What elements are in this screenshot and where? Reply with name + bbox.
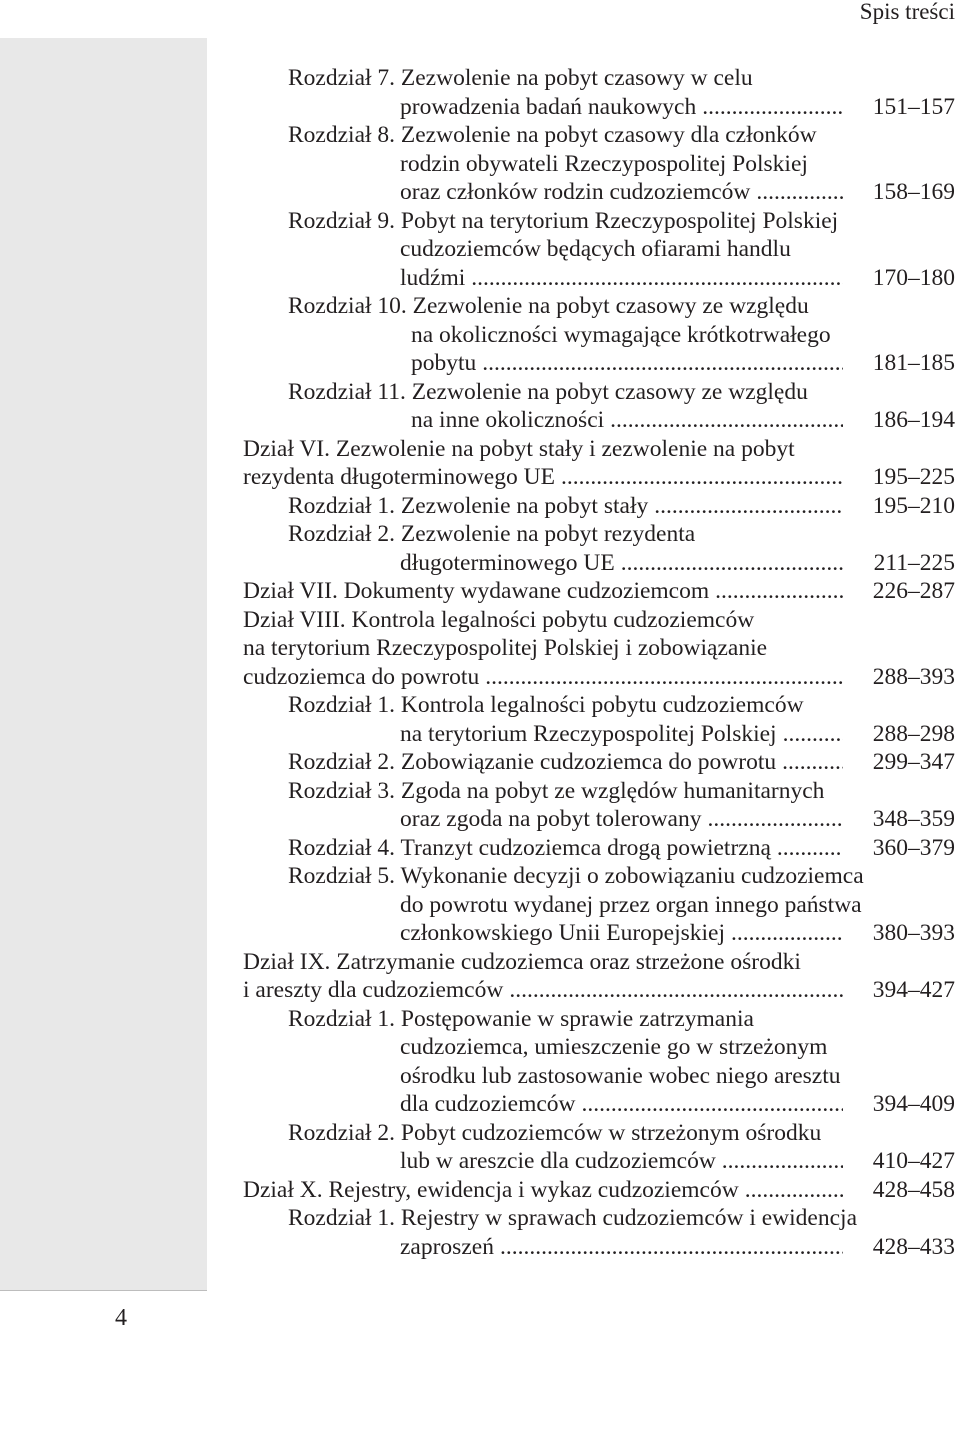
toc-entry-text: Rozdział 11. Zezwolenie na pobyt czasowy ze względu — [288, 378, 808, 405]
dot-leader — [465, 264, 842, 293]
toc-entry-text: Rozdział 9. Pobyt na terytorium Rzeczypospolitej Polskiej — [288, 207, 839, 234]
toc-entry-text: dla cudzoziemców — [400, 1091, 576, 1117]
toc-entry-text: Rozdział 2. Pobyt cudzoziemców w strzeżonym ośrodku — [288, 1119, 822, 1146]
toc-line — [0, 606, 955, 635]
toc-line — [0, 1204, 955, 1233]
toc-line — [0, 748, 955, 777]
toc-line — [0, 1033, 955, 1062]
dot-leader — [576, 1090, 843, 1119]
toc-page-range: 195–210 — [872, 492, 955, 519]
toc-line — [0, 1005, 955, 1034]
toc-entry-text: Rozdział 5. Wykonanie decyzji o zobowiązaniu cudzoziemca — [288, 863, 864, 889]
toc-entry-text: do powrotu wydanej przez organ innego państwa — [400, 891, 862, 918]
toc-entry-text: Dział X. Rejestry, ewidencja i wykaz cudzoziemców — [243, 1176, 739, 1203]
toc-page-range: 211–225 — [873, 549, 955, 576]
toc-line — [0, 976, 955, 1005]
toc-line — [0, 349, 955, 378]
toc-entry-text: oraz członków rodzin cudzoziemców — [400, 179, 751, 205]
toc-line — [0, 235, 955, 264]
toc-page-range: 288–298 — [872, 720, 955, 747]
toc-page-range: 151–157 — [872, 93, 955, 120]
toc-entry-text: cudzoziemców będących ofiarami handlu — [400, 236, 791, 262]
dot-leader — [615, 549, 844, 578]
dot-leader — [716, 1147, 843, 1176]
toc-line — [0, 577, 955, 606]
toc-page-range: 394–427 — [872, 977, 955, 1003]
toc-entry-text: na terytorium Rzeczypospolitej Polskiej i zobowiązanie — [243, 635, 768, 661]
toc-entry-text: prowadzenia badań naukowych — [400, 93, 697, 120]
dot-leader — [494, 1233, 843, 1262]
toc-entry-text: zaproszeń — [400, 1233, 494, 1260]
toc-page-range: 348–359 — [872, 806, 955, 832]
toc-page-range: 299–347 — [872, 749, 955, 775]
toc-entry-text: Rozdział 3. Zgoda na pobyt ze względów humanitarnych — [288, 777, 825, 804]
toc-entry-text: długoterminowego UE — [400, 549, 615, 576]
toc-entry-text: rodzin obywateli Rzeczypospolitej Polskiej — [400, 150, 808, 177]
dot-leader — [709, 577, 843, 606]
toc-line — [0, 549, 955, 578]
toc-page-range: 394–409 — [872, 1091, 955, 1117]
toc-line — [0, 663, 955, 692]
toc-line — [0, 264, 955, 293]
dot-leader — [696, 93, 843, 122]
toc-line — [0, 406, 955, 435]
toc-entry-text: Rozdział 1. Kontrola legalności pobytu cudzoziemców — [288, 692, 804, 718]
toc-line — [0, 1147, 955, 1176]
toc-page-range: 158–169 — [872, 179, 955, 205]
dot-leader — [725, 919, 843, 948]
toc-page-range: 181–185 — [872, 350, 955, 376]
toc-entry-text: Dział VI. Zezwolenie na pobyt stały i zezwolenie na pobyt — [243, 435, 795, 462]
toc-line — [0, 1176, 955, 1205]
toc-line — [0, 520, 955, 549]
toc-entry-text: pobytu — [411, 350, 477, 376]
toc-entry-text: oraz zgoda na pobyt tolerowany — [400, 806, 702, 832]
toc-line — [0, 777, 955, 806]
toc-line — [0, 64, 955, 93]
dot-leader — [479, 663, 843, 692]
toc-entry-text: i areszty dla cudzoziemców — [243, 977, 504, 1003]
toc-line — [0, 691, 955, 720]
toc-page-range: 410–427 — [872, 1148, 955, 1174]
margin-rule — [0, 1290, 207, 1291]
toc-entry-text: na okoliczności wymagające krótkotrwałego — [411, 321, 831, 348]
toc-line — [0, 919, 955, 948]
dot-leader — [604, 406, 843, 435]
toc-entry-text: Rozdział 10. Zezwolenie na pobyt czasowy ze względu — [288, 293, 809, 319]
toc-line — [0, 121, 955, 150]
toc-entry-text: Rozdział 1. Postępowanie w sprawie zatrzymania — [288, 1005, 754, 1032]
toc-line — [0, 948, 955, 977]
toc-entry-text: Rozdział 8. Zezwolenie na pobyt czasowy dla członków — [288, 122, 817, 148]
toc-line — [0, 492, 955, 521]
toc-page-range: 226–287 — [872, 578, 955, 604]
toc-line — [0, 292, 955, 321]
toc-line — [0, 321, 955, 350]
toc-entry-text: Rozdział 1. Zezwolenie na pobyt stały — [288, 492, 649, 519]
toc-line — [0, 1062, 955, 1091]
toc-entry-text: Rozdział 4. Tranzyt cudzoziemca drogą powietrzną — [288, 834, 771, 861]
toc-page-range: 288–393 — [872, 663, 955, 690]
toc-line — [0, 634, 955, 663]
toc-line — [0, 435, 955, 464]
dot-leader — [776, 748, 843, 777]
toc-entry-text: na inne okoliczności — [411, 407, 605, 433]
toc-line — [0, 891, 955, 920]
toc-page-range: 428–458 — [872, 1176, 955, 1203]
toc-entry-text: ośrodku lub zastosowanie wobec niego aresztu — [400, 1062, 841, 1089]
toc-entry-text: członkowskiego Unii Europejskiej — [400, 920, 726, 946]
toc-page-range: 170–180 — [872, 264, 955, 291]
toc-line — [0, 1233, 955, 1262]
toc-page-range: 195–225 — [872, 464, 955, 490]
toc-line — [0, 1119, 955, 1148]
toc-line — [0, 178, 955, 207]
running-head: Spis treści — [859, 0, 955, 24]
toc-entry-text: na terytorium Rzeczypospolitej Polskiej — [400, 720, 777, 747]
dot-leader — [777, 720, 843, 749]
toc-line — [0, 720, 955, 749]
dot-leader — [555, 463, 843, 492]
toc-entry-text: Dział IX. Zatrzymanie cudzoziemca oraz strzeżone ośrodki — [243, 948, 801, 975]
toc-entry-text: Rozdział 7. Zezwolenie na pobyt czasowy w celu — [288, 65, 753, 91]
toc-line — [0, 862, 955, 891]
toc-line — [0, 207, 955, 236]
dot-leader — [750, 178, 842, 207]
page-number: 4 — [115, 1305, 127, 1331]
dot-leader — [701, 805, 842, 834]
toc-entry-text: ludźmi — [400, 264, 466, 291]
toc-page-range: 428–433 — [872, 1233, 955, 1260]
toc-entry-text: Rozdział 2. Zezwolenie na pobyt rezydenta — [288, 521, 696, 547]
toc-page-range: 380–393 — [872, 920, 955, 946]
toc-entry-text: lub w areszcie dla cudzoziemców — [400, 1148, 716, 1174]
toc-entry-text: Dział VII. Dokumenty wydawane cudzoziemcom — [243, 578, 710, 604]
dot-leader — [476, 349, 842, 378]
toc-line — [0, 378, 955, 407]
toc-line — [0, 1090, 955, 1119]
toc-entry-text: Dział VIII. Kontrola legalności pobytu cudzoziemców — [243, 606, 755, 633]
dot-leader — [648, 492, 843, 521]
dot-leader — [771, 834, 843, 863]
toc-line — [0, 834, 955, 863]
toc-entry-text: cudzoziemca, umieszczenie go w strzeżonym — [400, 1034, 828, 1060]
toc-line — [0, 463, 955, 492]
toc-line — [0, 805, 955, 834]
toc-entry-text: Rozdział 1. Rejestry w sprawach cudzoziemców i ewidencja — [288, 1205, 858, 1231]
toc-entry-text: cudzoziemca do powrotu — [243, 663, 480, 690]
table-of-contents — [0, 64, 955, 1261]
dot-leader — [503, 976, 842, 1005]
toc-entry-text: Rozdział 2. Zobowiązanie cudzoziemca do powrotu — [288, 749, 777, 775]
toc-page-range: 360–379 — [872, 834, 955, 861]
toc-line — [0, 93, 955, 122]
dot-leader — [739, 1176, 843, 1205]
toc-page-range: 186–194 — [872, 407, 955, 433]
toc-line — [0, 150, 955, 179]
toc-entry-text: rezydenta długoterminowego UE — [243, 464, 555, 490]
